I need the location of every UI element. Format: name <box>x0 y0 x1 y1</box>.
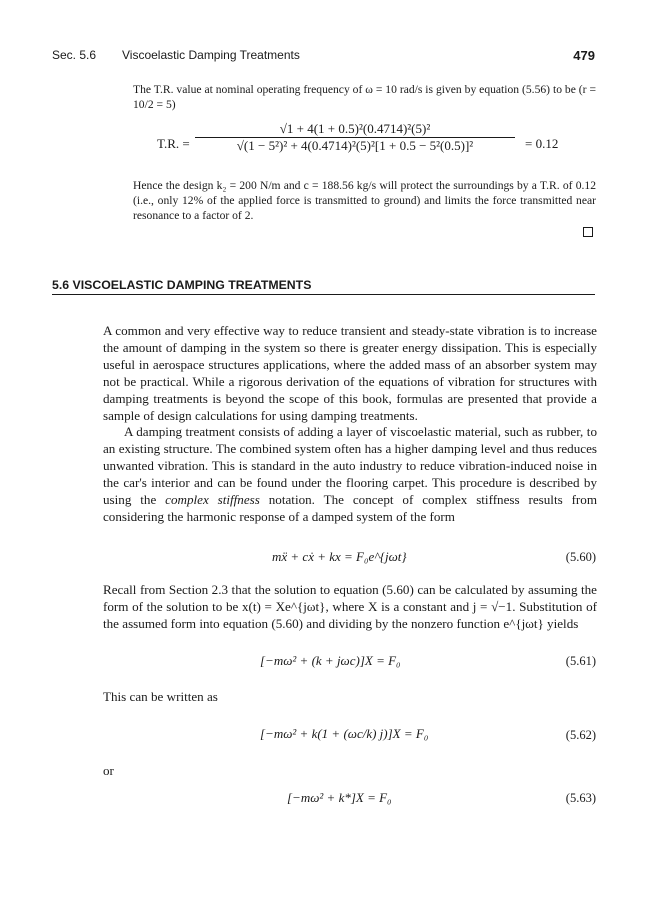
tr-fraction <box>195 121 515 154</box>
equation-5-62-number: (5.62) <box>565 728 596 742</box>
equation-5-60: mẍ + cẋ + kx = F₀e^{jωt} <box>272 549 407 564</box>
header-title: Viscoelastic Damping Treatments <box>122 48 300 62</box>
paragraph-2-text-b: notation. The concept of complex stiffness results from considering the harmonic response of a damped system of the form <box>103 492 598 524</box>
paragraph-5: or <box>103 763 114 778</box>
header-section: Sec. 5.6 <box>52 48 97 62</box>
equation-5-61: [−mω² + (k + jωc)]X = F₀ <box>260 653 401 668</box>
paragraph-1 <box>103 322 597 424</box>
tr-numerator: √1 + 4(1 + 0.5)²(0.4714)²(5)² <box>195 121 515 138</box>
paragraph-3: Recall from Section 2.3 that the solution to equation (5.60) can be calculated by assuming the form of the solution to be x(t) = Xe^{jωt}, where X is a constant and j = √−1. Substitution of the assumed form into equation (5.60) and dividing by the nonzero function e^{jωt} yields <box>103 582 597 631</box>
example-conclusion: Hence the design k₂ = 200 N/m and c = 188.56 kg/s will protect the surroundings by a T.R. of 0.12 (i.e., only 12% of the applied force is transmitted to ground) and limits the force transmitted near resonance to a factor of 2. <box>133 179 596 222</box>
end-of-example-box <box>583 227 593 237</box>
paragraph-2-text-a: A damping treatment consists of adding a layer of viscoelastic material, such as rubber, to an existing structure. The combined system often has a higher damping level and thus reduces unwanted vibration. This is standard in the auto industry to reduce vibration-induced noise in the car's interior and can be found under the flooring carpet. This procedure is described by using the <box>103 424 597 507</box>
complex-stiffness-term: complex stiffness <box>165 492 260 507</box>
tr-label: T.R. = <box>157 136 190 151</box>
page-number: 479 <box>573 48 595 63</box>
equation-5-60-number: (5.60) <box>565 550 596 564</box>
equation-5-63-number: (5.63) <box>565 791 596 805</box>
equation-5-62: [−mω² + k(1 + (ωc/k) j)]X = F₀ <box>260 726 429 741</box>
equation-5-61-number: (5.61) <box>565 654 596 668</box>
paragraph-2 <box>103 423 597 525</box>
equation-5-63: [−mω² + k*]X = F₀ <box>287 790 392 805</box>
running-header <box>52 48 595 66</box>
tr-denominator: √(1 − 5²)² + 4(0.4714)²(5)²[1 + 0.5 − 5²(0.5)]² <box>236 138 474 153</box>
paragraph-1-text: A common and very effective way to reduce transient and steady-state vibration is to increase the amount of damping in the system so there is greater energy dissipation. This is especially useful in aerospace structures applications, where the added mass of an absorber system may not be practical. While a rigorous derivation of the equations of vibration for structures with damping treatments is beyond the scope of this book, formulas are presented that provide a sample of design calculations for using damping treatments. <box>103 323 597 423</box>
example-intro: The T.R. value at nominal operating frequency of ω = 10 rad/s is given by equation (5.56) to be (r = 10/2 = 5) <box>133 83 596 111</box>
tr-result: = 0.12 <box>525 136 559 151</box>
tr-equation <box>157 121 597 167</box>
paragraph-4: This can be written as <box>103 689 218 704</box>
section-heading: 5.6 VISCOELASTIC DAMPING TREATMENTS <box>52 278 595 295</box>
